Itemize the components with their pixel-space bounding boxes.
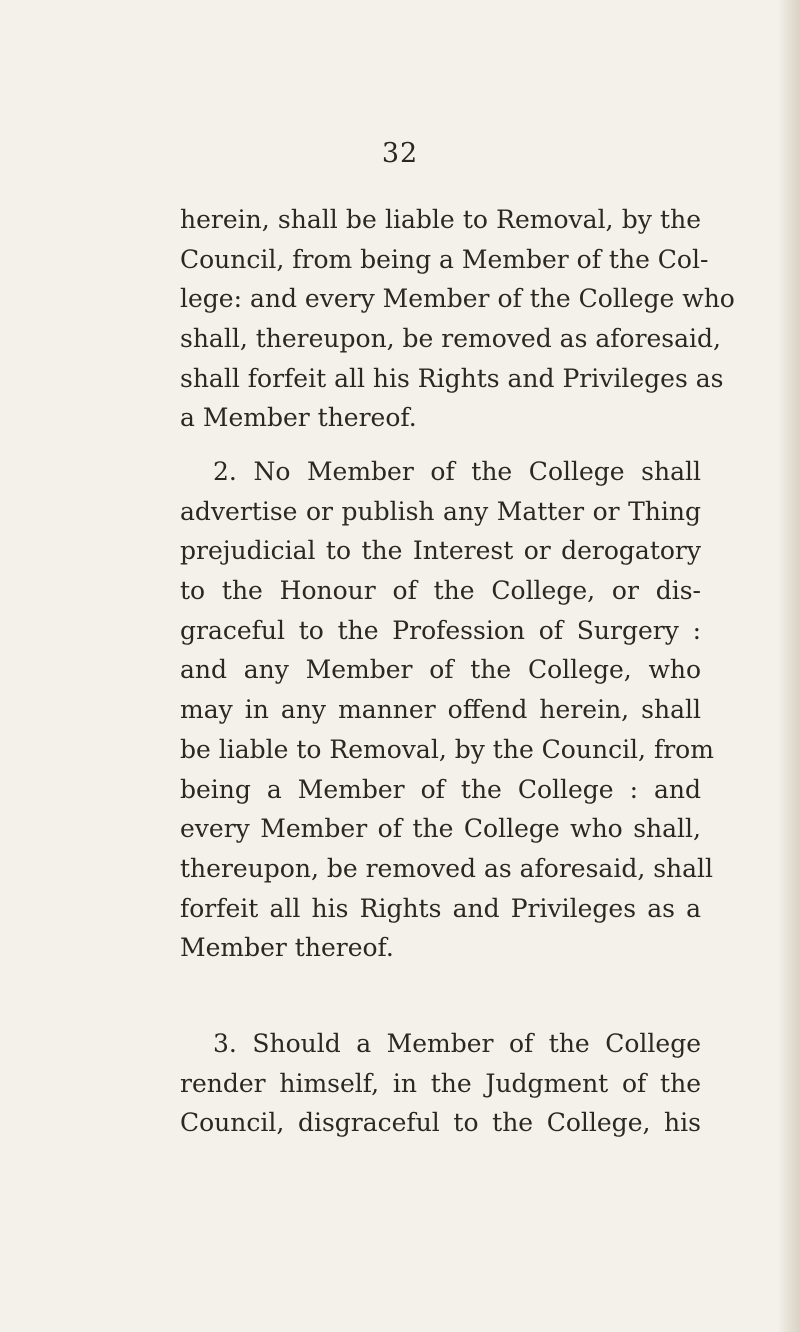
text-line: 3. Should a Member of the College xyxy=(213,1029,701,1058)
text-line: 2. No Member of the College shall xyxy=(213,457,701,486)
text-line: being a Member of the College : and xyxy=(180,774,701,804)
text-line: lege: and every Member of the College who xyxy=(180,284,735,314)
page-edge-shadow xyxy=(778,0,800,1332)
paragraph-3 xyxy=(180,1024,701,1143)
text-line: prejudicial to the Interest or derogatory xyxy=(180,536,701,566)
paragraph-2 xyxy=(180,452,714,968)
text-line: herein, shall be liable to Removal, by the xyxy=(180,205,701,234)
text-line: advertise or publish any Matter or Thing xyxy=(180,496,701,526)
text-line: be liable to Removal, by the Council, from xyxy=(180,734,714,764)
text-line: render himself, in the Judgment of the xyxy=(180,1068,701,1098)
text-line: Member thereof. xyxy=(180,933,394,963)
text-line: Council, from being a Member of the Col- xyxy=(180,244,709,274)
text-line: every Member of the College who shall, xyxy=(180,814,701,844)
text-line: forfeit all his Rights and Privileges as a xyxy=(180,893,701,923)
text-line: a Member thereof. xyxy=(180,403,417,433)
text-line: shall, thereupon, be removed as aforesaid, xyxy=(180,324,721,354)
text-line: graceful to the Profession of Surgery : xyxy=(180,615,701,645)
text-line: may in any manner offend herein, shall xyxy=(180,695,701,725)
paragraph-continued xyxy=(180,200,735,438)
text-line: Council, disgraceful to the College, his xyxy=(180,1108,701,1138)
text-line: thereupon, be removed as aforesaid, shall xyxy=(180,853,714,883)
text-line: and any Member of the College, who xyxy=(180,655,701,685)
text-line: to the Honour of the College, or dis- xyxy=(180,576,701,606)
text-line: shall forfeit all his Rights and Privileges as xyxy=(180,363,724,393)
page-number: 32 xyxy=(381,138,419,169)
